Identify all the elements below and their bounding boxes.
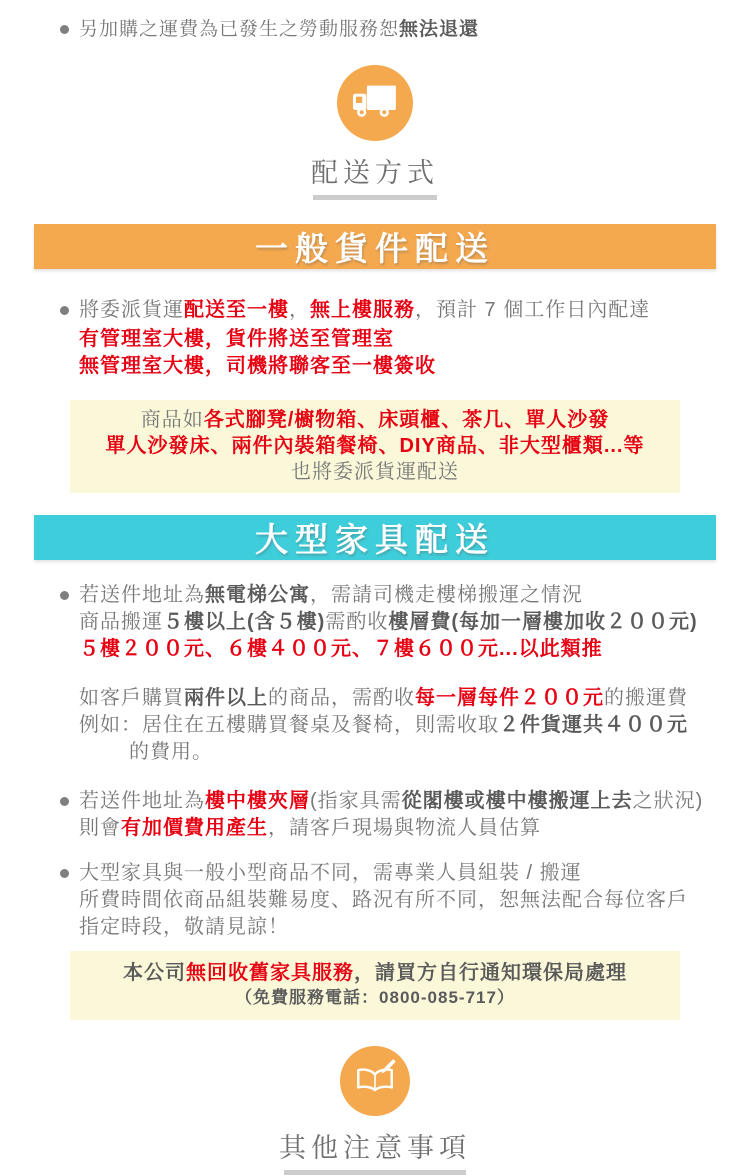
items-line: 商品如各式腳凳/櫥物箱、床頭櫃、茶几、單人沙發 [140, 409, 610, 431]
refund-note-text: 另加購之運費為已發生之勞動服務恕無法退還 [79, 19, 480, 40]
bullet-dot [60, 306, 69, 315]
stairs-line: 商品搬運５樓以上(含５樓)需酌收樓層費(每加一層樓加收２００元) [79, 611, 698, 633]
para-line: 的費用。 [129, 741, 213, 763]
book-pen-icon [348, 1054, 402, 1108]
section-title-delivery: 配送方式 [311, 158, 439, 188]
para-line: 如客戶購買兩件以上的商品，需酌收每一層每件２００元的搬運費 [79, 687, 688, 709]
note-line: 有管理室大樓，貨件將送至管理室 [79, 328, 394, 350]
note-line: 無管理室大樓，司機將聯客至一樓簽收 [79, 355, 436, 377]
title-underline [284, 1170, 466, 1175]
bullet-dot [60, 797, 69, 806]
delivery-icon-badge [337, 65, 413, 141]
mezzanine-bullet [0, 788, 750, 842]
section-title-other-notes: 其他注意事項 [279, 1133, 471, 1163]
multi-item-fee-paragraph [0, 685, 750, 766]
para-line: 例如：居住在五樓購買餐桌及餐椅，則需收取２件貨運共４００元 [79, 714, 688, 736]
stairs-fee-text [79, 582, 698, 663]
mezzanine-line: 若送件地址為樓中樓夾層(指家具需從閣樓或樓中樓搬運上去之狀況) [79, 790, 704, 812]
mezzanine-line: 則會有加價費用產生，請客戶現場與物流人員估算 [79, 817, 541, 839]
banner-large-furniture: 大型家具配送 [34, 515, 716, 560]
assembly-text [79, 860, 688, 941]
refund-note [0, 0, 750, 43]
notice-phone-line: （免費服務電話：0800-085-717） [235, 988, 515, 1007]
management-room-note [0, 326, 750, 380]
assembly-bullet [0, 860, 750, 941]
assembly-line: 大型家具與一般小型商品不同，需專業人員組裝 / 搬運 [79, 862, 582, 884]
stairs-fee-bullet [0, 582, 750, 663]
items-line: 也將委派貨運配送 [291, 461, 459, 483]
banner-general-freight: 一般貨件配送 [34, 224, 716, 269]
mezzanine-text [79, 788, 703, 842]
general-bullet-text: 將委派貨運配送至一樓，無上樓服務，預計 7 個工作日內配達 [79, 299, 651, 321]
title-underline [313, 195, 437, 200]
bullet-dot [60, 591, 69, 600]
general-bullet [0, 297, 750, 324]
items-line: 單人沙發床、兩件內裝箱餐椅、DIY商品、非大型櫃類...等 [105, 435, 645, 457]
other-notes-icon-badge [340, 1046, 410, 1116]
bullet-dot [60, 869, 69, 878]
stairs-line: 若送件地址為無電梯公寓，需請司機走樓梯搬運之情況 [79, 584, 583, 606]
assembly-line: 所費時間依商品組裝難易度、路況有所不同，恕無法配合每位客戶 [79, 889, 688, 911]
freight-items-box [70, 400, 680, 493]
no-recycle-notice-box [70, 951, 680, 1020]
stairs-line: ５樓２００元、６樓４００元、７樓６００元...以此類推 [79, 638, 603, 660]
bullet-dot [60, 25, 69, 34]
truck-icon [346, 74, 404, 132]
notice-line: 本公司無回收舊家具服務，請買方自行通知環保局處理 [123, 962, 627, 984]
assembly-line: 指定時段，敬請見諒！ [79, 916, 289, 938]
